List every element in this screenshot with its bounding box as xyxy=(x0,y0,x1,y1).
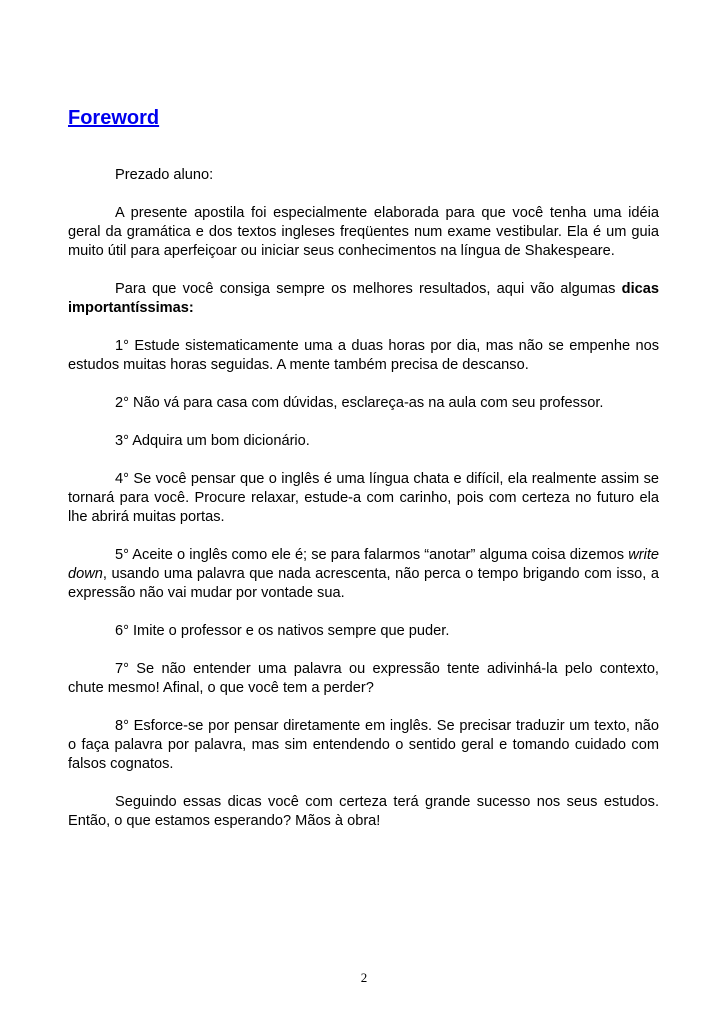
tip-5 xyxy=(68,546,659,603)
closing-paragraph: Seguindo essas dicas você com certeza terá grande sucesso nos seus estudos. Então, o que estamos esperando? Mãos à obra! xyxy=(68,794,659,829)
tips-intro-paragraph xyxy=(68,280,659,318)
tip-8: 8° Esforce-se por pensar diretamente em inglês. Se precisar traduzir um texto, não o faça palavra por palavra, mas sim entendendo o sentido geral e tomando cuidado com falsos cognatos. xyxy=(68,718,659,772)
tip-5-text-after: , usando uma palavra que nada acrescenta, não perca o tempo brigando com isso, a expressão não vai mudar por vontade sua. xyxy=(68,566,659,601)
tips-intro-text: Para que você consiga sempre os melhores resultados, aqui vão algumas xyxy=(115,281,622,297)
tip-7: 7° Se não entender uma palavra ou expressão tente adivinhá-la pelo contexto, chute mesmo! Afinal, o que você tem a perder? xyxy=(68,661,659,696)
tip-6: 6° Imite o professor e os nativos sempre que puder. xyxy=(115,623,450,639)
document-body xyxy=(68,104,659,850)
greeting: Prezado aluno: xyxy=(115,167,214,183)
tip-2: 2° Não vá para casa com dúvidas, esclareça-as na aula com seu professor. xyxy=(115,395,604,411)
intro-paragraph: A presente apostila foi especialmente elaborada para que você tenha uma idéia geral da gramática e dos textos ingleses freqüentes num exame vestibular. Ela é um guia muito útil para aperfeiçoar ou iniciar seus conhecimentos na língua de Shakespeare. xyxy=(68,205,659,259)
tip-3: 3° Adquira um bom dicionário. xyxy=(115,433,310,449)
tip-5-italic: write down xyxy=(68,547,659,582)
tip-5-text-before: 5° Aceite o inglês como ele é; se para falarmos “anotar” alguma coisa dizemos xyxy=(115,547,629,563)
page-title: Foreword xyxy=(68,107,160,129)
tip-4: 4° Se você pensar que o inglês é uma língua chata e difícil, ela realmente assim se tornará para você. Procure relaxar, estude-a com carinho, pois com certeza no futuro ela lhe abrirá muitas portas. xyxy=(68,471,659,525)
page-number: 2 xyxy=(360,970,368,985)
tip-1: 1° Estude sistematicamente uma a duas horas por dia, mas não se empenhe nos estudos muitas horas seguidas. A mente também precisa de descanso. xyxy=(68,338,659,373)
tips-intro-bold: dicas importantíssimas: xyxy=(68,281,659,316)
